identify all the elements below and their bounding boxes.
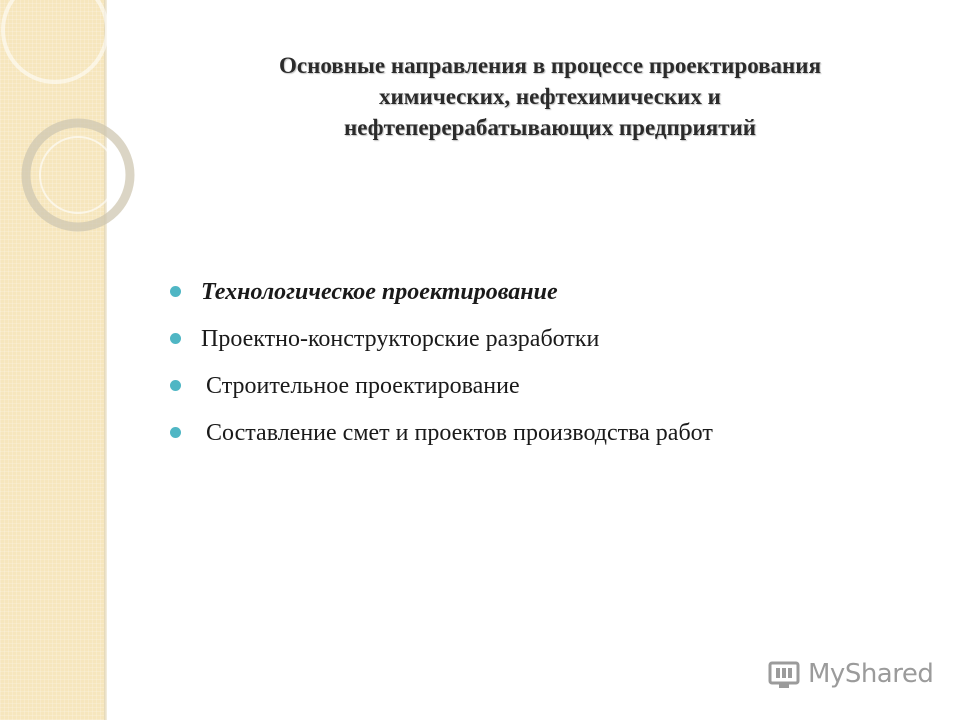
title-line-1: Основные направления в процессе проектирования <box>278 53 822 78</box>
title-line-3: нефтеперерабатывающих предприятий <box>343 115 757 140</box>
decorative-circle-large <box>26 123 130 227</box>
bullet-icon <box>170 380 181 391</box>
decorative-circle-top <box>3 0 107 82</box>
bullet-text: Строительное проектирование <box>206 373 520 399</box>
slide-title <box>150 50 950 143</box>
myshared-logo-icon <box>768 657 802 691</box>
decorative-circles <box>0 0 140 260</box>
bullet-icon <box>170 286 181 297</box>
bullet-text: Технологическое проектирование <box>201 279 558 305</box>
bullet-text: Проектно-конструкторские разработки <box>201 326 600 352</box>
myshared-logo <box>768 654 933 694</box>
bullet-text: Составление смет и проектов производства работ <box>206 420 713 446</box>
logo-text: MyShared <box>808 659 934 689</box>
title-line-2: химических, нефтехимических и <box>379 84 721 109</box>
decorative-circle-inner <box>40 137 116 213</box>
bullet-icon <box>170 333 181 344</box>
bullet-icon <box>170 427 181 438</box>
